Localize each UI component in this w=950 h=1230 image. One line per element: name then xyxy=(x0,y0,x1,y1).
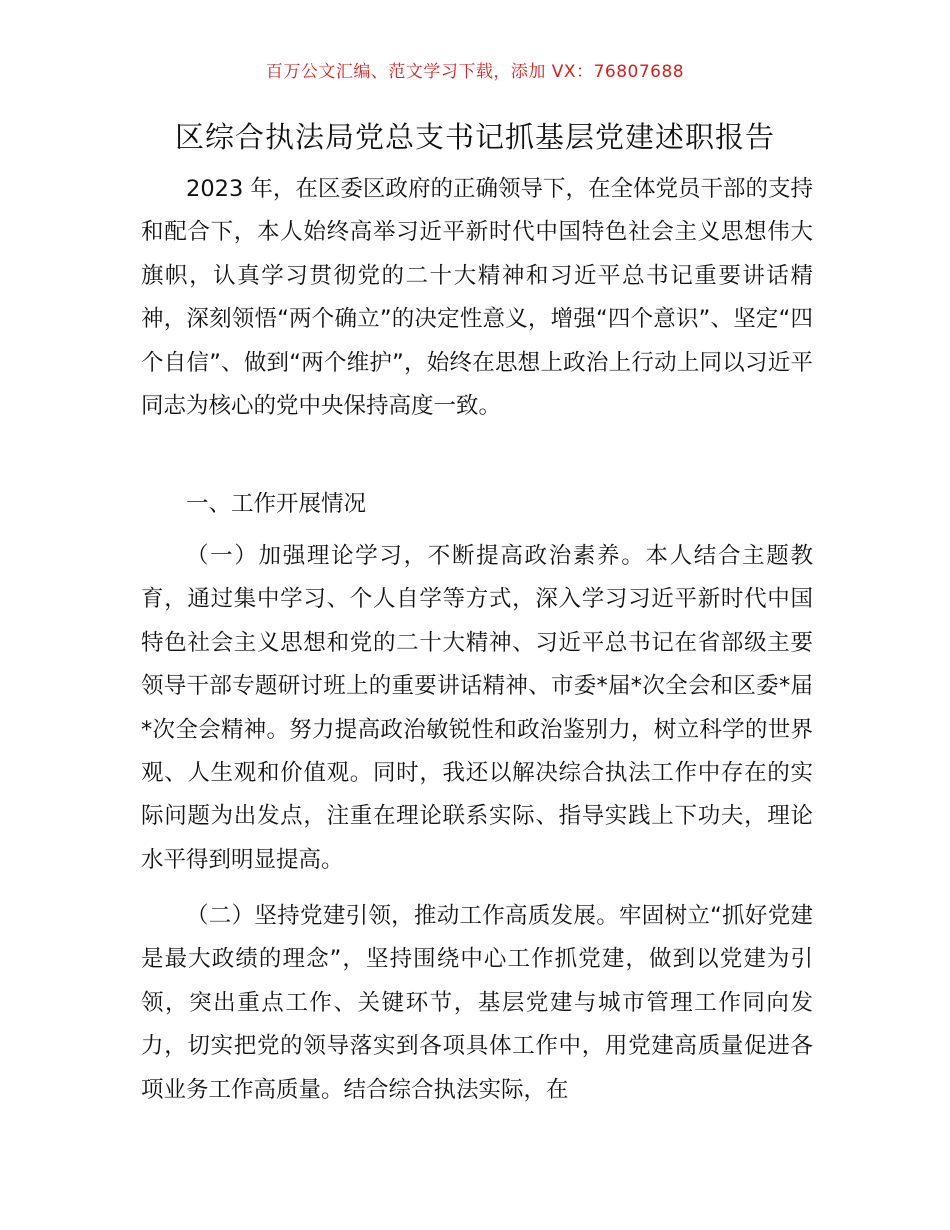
intro-paragraph: 2023 年，在区委区政府的正确领导下，在全体党员干部的支持和配合下，本人始终高举习近平新时代中国特色社会主义思想伟大旗帜，认真学习贯彻党的二十大精神和习近平总书记重要讲话精神，深刻领悟“两个确立”的决定性意义，增强“四个意识”、坚定“四个自信”、做到“两个维护”，始终在思想上政治上行动上同以习近平同志为核心的党中央保持高度一致。 xyxy=(141,176,813,420)
section-heading: 一、工作开展情况 xyxy=(186,491,367,517)
subsection-1-paragraph: （一）加强理论学习，不断提高政治素养。本人结合主题教育，通过集中学习、个人自学等方式，深入学习习近平新时代中国特色社会主义思想和党的二十大精神、习近平总书记在省部级主要领导干部专题研讨班上的重要讲话精神、市委*届*次全会和区委*届*次全会精神。努力提高政治敏锐性和政治鉴别力，树立科学的世界观、人生观和价值观。同时，我还以解决综合执法工作中存在的实际问题为出发点，注重在理论联系实际、指导实践上下功夫，理论水平得到明显提高。 xyxy=(141,543,813,873)
document-title: 区综合执法局党总支书记抓基层党建述职报告 xyxy=(174,120,775,154)
promo-banner: 百万公文汇编、范文学习下载，添加 VX：76807688 xyxy=(265,62,685,82)
subsection-2-paragraph: （二）坚持党建引领，推动工作高质发展。牢固树立“抓好党建是最大政绩的理念”，坚持围绕中心工作抓党建，做到以党建为引领，突出重点工作、关键环节，基层党建与城市管理工作同向发力，切实把党的领导落实到各项具体工作中，用党建高质量促进各项业务工作高质量。结合综合执法实际，在 xyxy=(141,903,813,1103)
